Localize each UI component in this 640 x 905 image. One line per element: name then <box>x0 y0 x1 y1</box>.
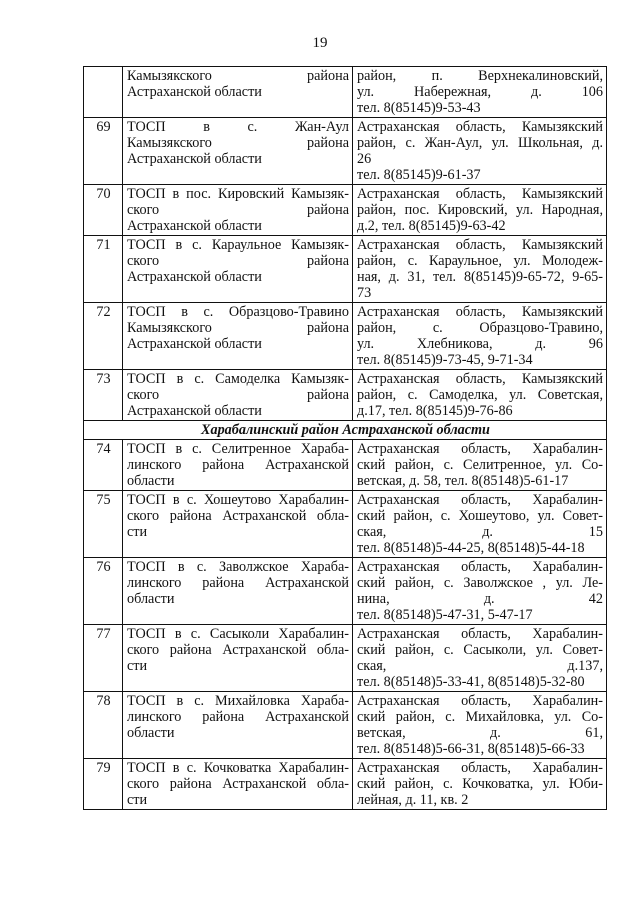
office-address-line: Астраханская область, Харабалин- <box>357 492 603 508</box>
office-name <box>123 692 353 759</box>
office-name-line: ТОСП в с. Жан-Аул <box>127 119 349 135</box>
office-name-line: ского района Астраханской обла- <box>127 508 349 524</box>
office-address-line: ский район, с. Кочковатка, ул. Юби- <box>357 776 603 792</box>
office-address <box>353 759 607 810</box>
office-name-line: ТОСП в с. Кочковатка Харабалин- <box>127 760 349 776</box>
office-address-line: район, с. Образцово-Травино, <box>357 320 603 336</box>
office-name-line: Камызякского района <box>127 68 349 84</box>
row-number: 73 <box>84 370 123 421</box>
office-address-line: д.17, тел. 8(85145)9-76-86 <box>357 403 513 419</box>
row-number: 79 <box>84 759 123 810</box>
office-name-line: Астраханской области <box>127 218 262 234</box>
office-address-line: д.2, тел. 8(85145)9-63-42 <box>357 218 506 234</box>
table-row <box>84 236 607 303</box>
office-address <box>353 558 607 625</box>
office-address-line: район, с. Жан-Аул, ул. Школьная, д. <box>357 135 603 151</box>
row-number: 72 <box>84 303 123 370</box>
office-name-line: ского района Астраханской обла- <box>127 776 349 792</box>
table-row <box>84 440 607 491</box>
office-name <box>123 759 353 810</box>
office-name-line: линского района Астраханской <box>127 575 349 591</box>
office-address <box>353 185 607 236</box>
office-address-line: Астраханская область, Камызякский <box>357 371 603 387</box>
row-number: 74 <box>84 440 123 491</box>
table-row <box>84 370 607 421</box>
office-name-line: ТОСП в с. Хошеутово Харабалин- <box>127 492 349 508</box>
office-name <box>123 491 353 558</box>
office-name-line: ТОСП в с. Михайловка Хараба- <box>127 693 349 709</box>
office-address-line: лейная, д. 11, кв. 2 <box>357 792 469 808</box>
office-address-line: ский район, с. Селитренное, ул. Со- <box>357 457 603 473</box>
office-address-line: Астраханская область, Камызякский <box>357 119 603 135</box>
kharabali-rows <box>84 440 607 810</box>
office-address <box>353 692 607 759</box>
office-address <box>353 625 607 692</box>
office-name-line: ТОСП в с. Самоделка Камызяк- <box>127 371 349 387</box>
office-address <box>353 236 607 303</box>
office-address-line: ул. Хлебникова, д. 96 <box>357 336 603 352</box>
table-row <box>84 185 607 236</box>
office-address-line: ветская, д. 58, тел. 8(85148)5-61-17 <box>357 473 569 489</box>
office-name-line: ТОСП в с. Селитренное Хараба- <box>127 441 349 457</box>
table-row <box>84 491 607 558</box>
row-number: 69 <box>84 118 123 185</box>
office-address-line: ский район, с. Михайловка, ул. Со- <box>357 709 603 725</box>
office-name-line: сти <box>127 658 148 674</box>
office-address <box>353 118 607 185</box>
office-address-line: ский район, с. Хошеутово, ул. Совет- <box>357 508 603 524</box>
table-row <box>84 67 607 118</box>
office-address-line: Астраханская область, Харабалин- <box>357 760 603 776</box>
office-address-line: район, п. Верхнекалиновский, <box>357 68 603 84</box>
office-address-line: Астраханская область, Харабалин- <box>357 693 603 709</box>
office-name-line: области <box>127 591 175 607</box>
section-title: Харабалинский район Астраханской области <box>84 421 607 440</box>
office-address-line: тел. 8(85145)9-61-37 <box>357 167 481 183</box>
office-name-line: ТОСП в пос. Кировский Камызяк- <box>127 186 349 202</box>
office-address-line: ветская, д. 61, <box>357 725 603 741</box>
office-name-line: сти <box>127 524 148 540</box>
office-address-line: тел. 8(85148)5-33-41, 8(85148)5-32-80 <box>357 674 585 690</box>
section-header-row <box>84 421 607 440</box>
office-address-line: Астраханская область, Харабалин- <box>357 441 603 457</box>
office-address-line: ская, д. 15 <box>357 524 603 540</box>
office-name-line: линского района Астраханской <box>127 457 349 473</box>
office-name-line: Астраханской области <box>127 84 262 100</box>
office-address-line: тел. 8(85148)5-47-31, 5-47-17 <box>357 607 533 623</box>
row-number <box>84 67 123 118</box>
office-address-line: тел. 8(85148)5-66-31, 8(85148)5-66-33 <box>357 741 585 757</box>
office-name <box>123 118 353 185</box>
office-name-line: Астраханской области <box>127 151 262 167</box>
row-number: 75 <box>84 491 123 558</box>
office-address-line: Астраханская область, Камызякский <box>357 186 603 202</box>
office-address-line: тел. 8(85145)9-73-45, 9-71-34 <box>357 352 533 368</box>
kamyzyak-rows <box>84 67 607 421</box>
office-address-line: ский район, с. Сасыколи, ул. Совет- <box>357 642 603 658</box>
office-address-line: ский район, с. Заволжское , ул. Ле- <box>357 575 603 591</box>
office-address-line: Астраханская область, Камызякский <box>357 237 603 253</box>
office-address <box>353 370 607 421</box>
office-name-line: линского района Астраханской <box>127 709 349 725</box>
office-address-line: район, с. Караульное, ул. Молодеж- <box>357 253 603 269</box>
office-name <box>123 67 353 118</box>
office-address <box>353 491 607 558</box>
office-address-table <box>83 66 607 810</box>
table-row <box>84 558 607 625</box>
office-address-line: нина, д. 42 <box>357 591 603 607</box>
table-row <box>84 625 607 692</box>
office-address-line: район, с. Самоделка, ул. Советская, <box>357 387 603 403</box>
office-name <box>123 236 353 303</box>
office-address-line: Астраханская область, Харабалин- <box>357 559 603 575</box>
office-address-line: Астраханская область, Харабалин- <box>357 626 603 642</box>
page-number: 19 <box>312 35 328 51</box>
office-name-line: ского района <box>127 253 349 269</box>
office-name-line: Астраханской области <box>127 269 262 285</box>
row-number: 71 <box>84 236 123 303</box>
office-name-line: Астраханской области <box>127 403 262 419</box>
office-name-line: области <box>127 725 175 741</box>
office-address <box>353 303 607 370</box>
office-name <box>123 440 353 491</box>
office-name-line: ского района <box>127 387 349 403</box>
office-address-line: ул. Набережная, д. 106 <box>357 84 603 100</box>
office-name-line: области <box>127 473 175 489</box>
office-address-line: ская, д.137, <box>357 658 603 674</box>
office-address-line: 26 <box>357 151 372 167</box>
row-number: 76 <box>84 558 123 625</box>
office-address-line: Астраханская область, Камызякский <box>357 304 603 320</box>
office-address-line: ная, д. 31, тел. 8(85145)9-65-72, 9-65- <box>357 269 603 285</box>
office-address-line: тел. 8(85148)5-44-25, 8(85148)5-44-18 <box>357 540 585 556</box>
row-number: 70 <box>84 185 123 236</box>
office-name-line: ТОСП в с. Сасыколи Харабалин- <box>127 626 349 642</box>
office-name <box>123 625 353 692</box>
office-name-line: сти <box>127 792 148 808</box>
office-name-line: Астраханской области <box>127 336 262 352</box>
table-row <box>84 118 607 185</box>
row-number: 78 <box>84 692 123 759</box>
office-address-line: тел. 8(85145)9-53-43 <box>357 100 481 116</box>
office-name-line: ского района Астраханской обла- <box>127 642 349 658</box>
office-name <box>123 185 353 236</box>
office-name-line: ТОСП в с. Караульное Камызяк- <box>127 237 349 253</box>
office-name-line: ТОСП в с. Заволжское Хараба- <box>127 559 349 575</box>
row-number: 77 <box>84 625 123 692</box>
office-name-line: ТОСП в с. Образцово-Травино <box>127 304 349 320</box>
office-name <box>123 303 353 370</box>
table-row <box>84 303 607 370</box>
office-address-line: район, пос. Кировский, ул. Народная, <box>357 202 603 218</box>
office-address-line: 73 <box>357 285 372 301</box>
office-name <box>123 558 353 625</box>
office-address <box>353 67 607 118</box>
office-address <box>353 440 607 491</box>
office-name-line: ского района <box>127 202 349 218</box>
table-row <box>84 692 607 759</box>
office-name-line: Камызякского района <box>127 320 349 336</box>
table-row <box>84 759 607 810</box>
office-name-line: Камызякского района <box>127 135 349 151</box>
office-name <box>123 370 353 421</box>
